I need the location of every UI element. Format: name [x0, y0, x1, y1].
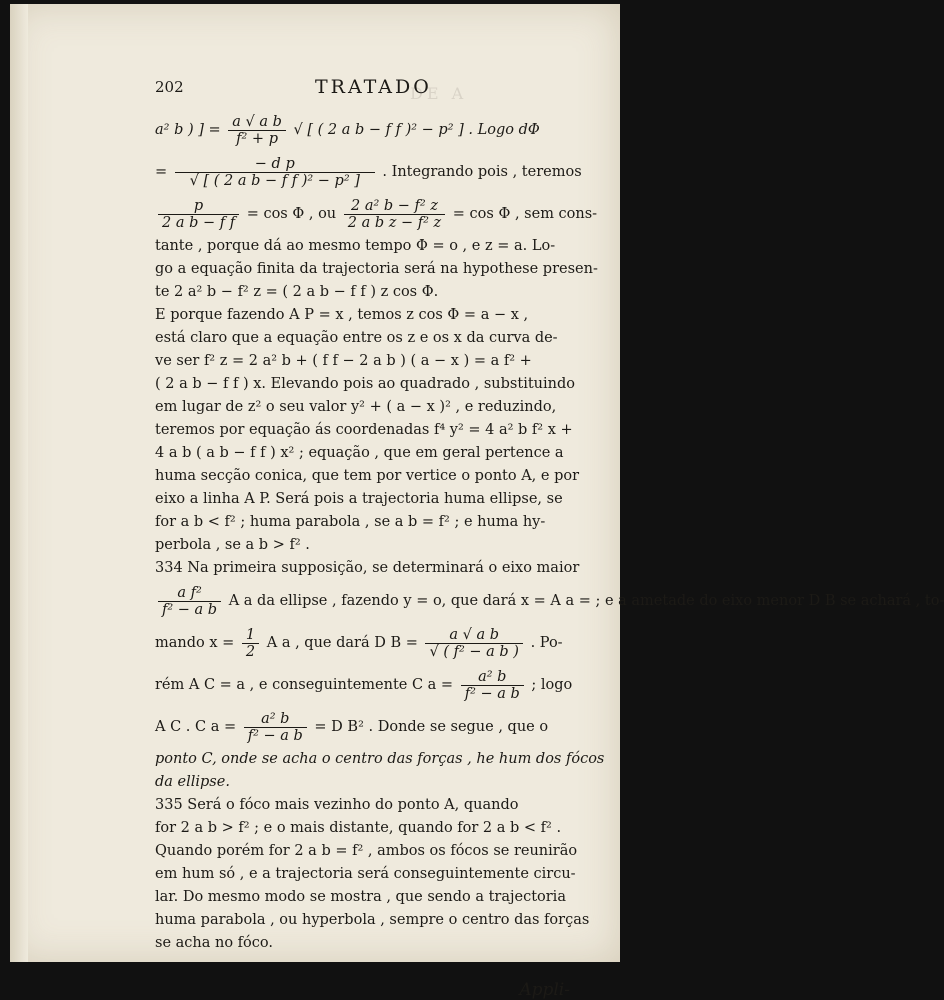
text-line: lar. Do mesmo modo se mostra , que sendo a trajectoria	[155, 889, 566, 905]
text-line: 4 a b ( a b − f f ) x² ; equação , que em geral pertence a	[155, 445, 564, 461]
text-line: A C . C a = $\frac{\text{a² b}}{\text{f² − a b}}$ = D B² . Donde se segue , que o	[155, 710, 549, 744]
running-title: TRATADO	[315, 76, 432, 98]
text-line: ve ser f² z = 2 a² b + ( f f − 2 a b ) ( a − x ) = a f² +	[155, 353, 532, 369]
text-line: 334 Na primeira supposição, se determinará o eixo maior	[155, 560, 580, 576]
text-line: tante , porque dá ao mesmo tempo Φ = o , e z = a. Lo-	[155, 238, 556, 254]
fraction: $\frac{\text{a² b}}{\text{f² − a b}}$	[244, 711, 307, 744]
page-gutter	[10, 4, 28, 962]
fraction: $\frac{\text{a f²}}{\text{f² − a b}}$	[158, 585, 221, 618]
fraction: $\frac{\text{a √ a b}}{\text{√ ( f² − a b )}}$	[425, 627, 522, 660]
text-line: ( 2 a b − f f ) x. Elevando pois ao quadrado , substituindo	[155, 376, 575, 392]
page-body	[155, 109, 944, 1000]
text-line: da ellipse.	[155, 774, 230, 790]
text-line: mando x = $\frac{1}{2}$ A a , que dará D B = $\frac{\text{a √ a b}}{\text{√ ( f² − a b )}}$ . Po-	[155, 626, 563, 660]
text-line: em lugar de z² o seu valor y² + ( a − x )² , e reduzindo,	[155, 399, 557, 415]
text-line: está claro que a equação entre os z e os x da curva de-	[155, 330, 558, 346]
text-line: a² b ) ] = $\frac{\text{a √ a b}}{\text{f² + p}}$ √ [ ( 2 a b − f f )² − p² ] . Logo dΦ	[155, 113, 540, 147]
text-line: go a equação finita da trajectoria será na hypothese presen-	[155, 261, 598, 277]
text-line: for a b < f² ; huma parabola , se a b = f² ; e huma hy-	[155, 514, 546, 530]
text-line: E porque fazendo A P = x , temos z cos Φ = a − x ,	[155, 307, 529, 323]
fraction: $\frac{\text{a √ a b}}{\text{f² + p}}$	[228, 114, 286, 147]
text-line: = $\frac{\text{− d p}}{\text{√ [ ( 2 a b − f f )² − p² ]}}$ . Integrando pois , teremos	[155, 155, 582, 189]
text-line: teremos por equação ás coordenadas f⁴ y² = 4 a² b f² x +	[155, 422, 573, 438]
book-page	[10, 4, 944, 1000]
text-line: ponto C, onde se acha o centro das forças , he hum dos fócos	[155, 751, 605, 767]
text-line: for 2 a b > f² ; e o mais distante, quando for 2 a b < f² .	[155, 820, 562, 836]
text-line: huma parabola , ou hyperbola , sempre o centro das forças	[155, 912, 590, 928]
text-line: 335 Será o fóco mais vezinho do ponto A, quando	[155, 797, 519, 813]
fraction: $\frac{p}{\text{2 a b − f f}}$	[158, 198, 239, 231]
text-line: rém A C = a , e conseguintemente C a = $\frac{\text{a² b}}{\text{f² − a b}}$ ; logo	[155, 668, 573, 702]
fraction: $\frac{\text{a² b}}{\text{f² − a b}}$	[461, 669, 524, 702]
catchword: Appli-	[519, 980, 570, 1000]
fraction: $\frac{\text{2 a² b − f² z}}{\text{2 a b z − f² z}}$	[344, 198, 445, 231]
text-line: $\frac{\text{a f²}}{\text{f² − a b}}$ A a da ellipse , fazendo y = o, que dará x = A a = ; e a ametade do eixo menor D B se achará , to-	[155, 580, 570, 622]
text-line: Quando porém for 2 a b = f² , ambos os fócos se reunirão	[155, 843, 578, 859]
text-line: em hum só , e a trajectoria será conseguintemente circu-	[155, 866, 576, 882]
text-line: $\frac{p}{\text{2 a b − f f}}$ = cos Φ , ou $\frac{\text{2 a² b − f² z}}{\text{2 a b z − f² z}}$ = cos Φ , sem cons-	[155, 193, 570, 235]
fraction: $\frac{1}{2}$	[242, 627, 259, 660]
text-line: eixo a linha A P. Será pois a trajectoria huma ellipse, se	[155, 491, 563, 507]
page-number: 202	[155, 78, 184, 96]
text-line: huma secção conica, que tem por vertice o ponto A, e por	[155, 468, 580, 484]
text-line	[155, 955, 570, 978]
text-line: perbola , se a b > f² .	[155, 537, 310, 553]
running-header	[155, 78, 625, 102]
text-line: te 2 a² b − f² z = ( 2 a b − f f ) z cos Φ.	[155, 284, 439, 300]
fraction: $\frac{\text{− d p}}{\text{√ [ ( 2 a b − f f )² − p² ]}}$	[175, 156, 375, 189]
bleed-through-text: DE A	[410, 84, 468, 103]
text-line: se acha no fóco.	[155, 935, 273, 951]
